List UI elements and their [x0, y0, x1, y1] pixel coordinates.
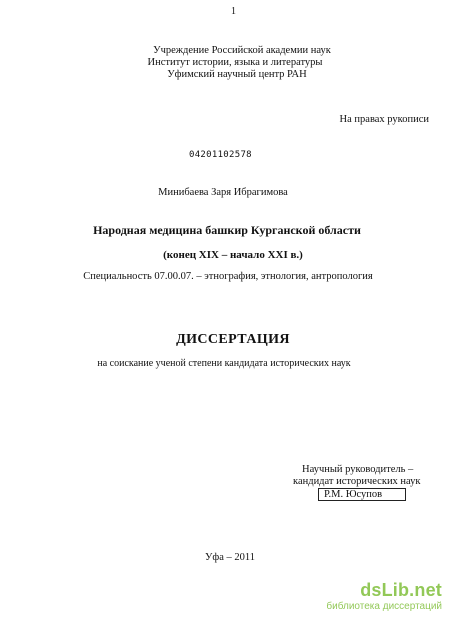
author-name: Минибаева Заря Ибрагимова [158, 187, 288, 198]
institution-line-3: Уфимский научный центр РАН [167, 69, 307, 80]
page-number: 1 [231, 6, 236, 17]
institution-line-1: Учреждение Российской академии наук [153, 45, 331, 56]
watermark [308, 580, 448, 616]
watermark-logo: dsLib.net [360, 580, 442, 600]
city-year: Уфа – 2011 [204, 552, 255, 563]
dissertation-title: Народная медицина башкир Курганской области [93, 223, 361, 237]
specialty-line: Специальность 07.00.07. – этнография, этнология, антропология [83, 271, 373, 282]
manuscript-rights-note: На правах рукописи [339, 114, 429, 125]
supervisor-role: Научный руководитель – [302, 464, 414, 475]
dissertation-period: (конец XIX – начало XXI в.) [163, 249, 303, 261]
institution-line-2: Институт истории, языка и литературы [147, 57, 323, 68]
supervisor-name: Р.М. Юсупов [324, 489, 383, 500]
watermark-subtitle: библиотека диссертаций [326, 601, 442, 612]
document-type-heading: ДИССЕРТАЦИЯ [176, 332, 290, 347]
supervisor-degree: кандидат исторических наук [293, 476, 421, 487]
degree-purpose: на соискание ученой степени кандидата исторических наук [97, 358, 351, 369]
document-code: 04201102578 [189, 150, 252, 160]
